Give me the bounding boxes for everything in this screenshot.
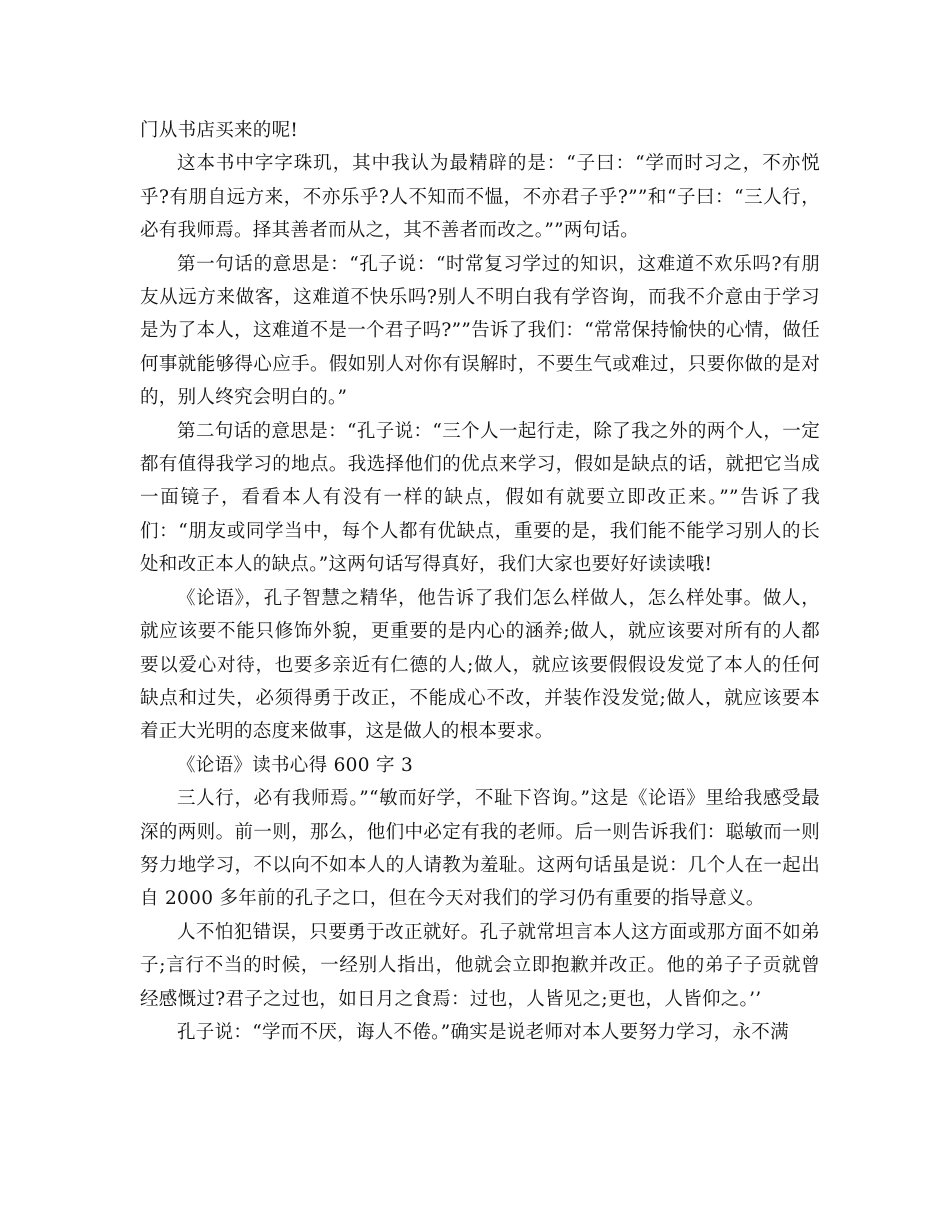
paragraph: 这本书中字字珠玑，其中我认为最精辟的是：“子曰：“学而时习之，不亦悦乎?有朋自远方来，不亦乐乎?人不知而不愠，不亦君子乎?””和“子曰：“三人行，必有我师焉。择其善者而从之，其不善者而改之。””两句话。 (140, 153, 820, 242)
paragraph: 孔子说：“学而不厌，诲人不倦。”确实是说老师对本人要努力学习，永不满 (177, 1021, 789, 1043)
document-body (140, 114, 820, 1049)
section-heading: 《论语》读书心得 600 字 3 (177, 754, 414, 776)
paragraph: 人不怕犯错误，只要勇于改正就好。孔子就常坦言本人这方面或那方面不如弟子;言行不当的时候，一经别人指出，他就会立即抱歉并改正。他的弟子子贡就曾经感慨过?君子之过也，如日月之食焉：过也，人皆见之;更也，人皆仰之。’’ (140, 921, 820, 1010)
paragraph-continuation: 门从书店买来的呢! (140, 120, 299, 141)
paragraph: 第二句话的意思是：“孔子说：“三个人一起行走，除了我之外的两个人，一定都有值得我学习的地点。我选择他们的优点来学习，假如是缺点的话，就把它当成一面镜子，看看本人有没有一样的缺点，假如有就要立即改正来。””告诉了我们：“朋友或同学当中，每个人都有优缺点，重要的是，我们能不能学习别人的长处和改正本人的缺点。”这两句话写得真好，我们大家也要好好读读哦! (140, 420, 820, 576)
paragraph: 《论语》，孔子智慧之精华，他告诉了我们怎么样做人，怎么样处事。做人，就应该要不能只修饰外貌，更重要的是内心的涵养;做人，就应该要对所有的人都要以爱心对待，也要多亲近有仁德的人;做人，就应该要假假设发觉了本人的任何缺点和过失，必须得勇于改正，不能成心不改，并装作没发觉;做人，就应该要本着正大光明的态度来做事，这是做人的根本要求。 (140, 587, 820, 743)
paragraph: 三人行，必有我师焉。”“敏而好学，不耻下咨询。”这是《论语》里给我感受最深的两则。前一则，那么，他们中必定有我的老师。后一则告诉我们：聪敏而一则努力地学习，不以向不如本人的人请教为羞耻。这两句话虽是说：几个人在一起出自 2000 多年前的孔子之口，但在今天对我们的学习仍有重要的指导意义。 (140, 788, 820, 910)
paragraph: 第一句话的意思是：“孔子说：“时常复习学过的知识，这难道不欢乐吗?有朋友从远方来做客，这难道不快乐吗?别人不明白我有学咨询，而我不介意由于学习是为了本人，这难道不是一个君子吗?””告诉了我们：“常常保持愉快的心情，做任何事就能够得心应手。假如别人对你有误解时，不要生气或难过，只要你做的是对的，别人终究会明白的。” (140, 253, 820, 409)
